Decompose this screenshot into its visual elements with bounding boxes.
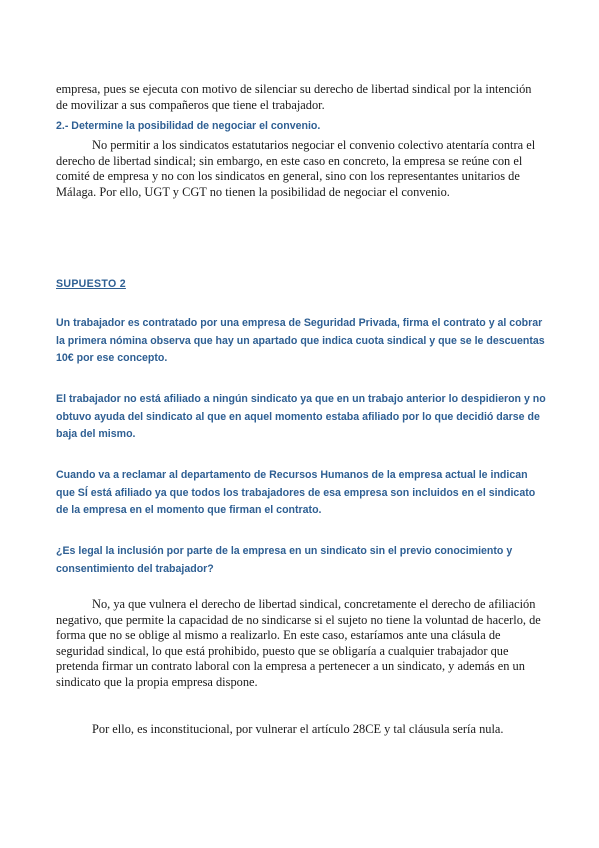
case-paragraph-1: Un trabajador es contratado por una empresa de Seguridad Privada, firma el contrato y al cobrar la primera nómina observa que hay un apartado que indica cuota sindical y que se le descuentas 10€ por ese concepto. <box>56 317 545 364</box>
answer-paragraph-1: No, ya que vulnera el derecho de libertad sindical, concretamente el derecho de afiliación negativo, que permite la capacidad de no sindicarse si el sujeto no tiene la voluntad de hacerlo, de forma que no se oblige al mismo a realizarlo. En este caso, estaríamos ante una clásula de seguridad sindical, lo que está prohibido, puesto que se obligaría a cualquier trabajador que pretenda firmar un contrato laboral con la empresa a pertenecer a un sindicato, y además en un sindicato que la propia empresa dispone. <box>56 597 541 689</box>
answer-paragraph-2: Por ello, es inconstitucional, por vulnerar el artículo 28CE y tal cláusula sería nula. <box>92 722 504 736</box>
supuesto-2-heading: SUPUESTO 2 <box>56 278 126 290</box>
answer-2-paragraph: No permitir a los sindicatos estatutarios negociar el convenio colectivo atentaría contra el derecho de libertad sindical; sin embargo, en este caso en concreto, la empresa se reúne con el comité de empresa y no con los sindicatos en general, sino con los representantes unitarios de Málaga. Por ello, UGT y CGT no tienen la posibilidad de negociar el convenio. <box>56 138 536 199</box>
case-paragraph-3: Cuando va a reclamar al departamento de Recursos Humanos de la empresa actual le indican que SÍ está afiliado ya que todos los trabajadores de esa empresa son incluidos en el sindicato de la empresa en el momento que firman el contrato. <box>56 469 536 516</box>
case-question: ¿Es legal la inclusión por parte de la empresa en un sindicato sin el previo conocimiento y consentimiento del trabajador? <box>56 545 513 575</box>
case-paragraph-2: El trabajador no está afiliado a ningún sindicato ya que en un trabajo anterior lo despidieron y no obtuvo ayuda del sindicato al que en aquel momento estaba afiliado por lo que decidió darse de baja del mismo. <box>56 393 546 440</box>
question-2-heading: 2.- Determine la posibilidad de negociar el convenio. <box>56 120 321 132</box>
paragraph-continuation: empresa, pues se ejecuta con motivo de silenciar su derecho de libertad sindical por la intención de movilizar a sus compañeros que tiene el trabajador. <box>56 82 532 112</box>
